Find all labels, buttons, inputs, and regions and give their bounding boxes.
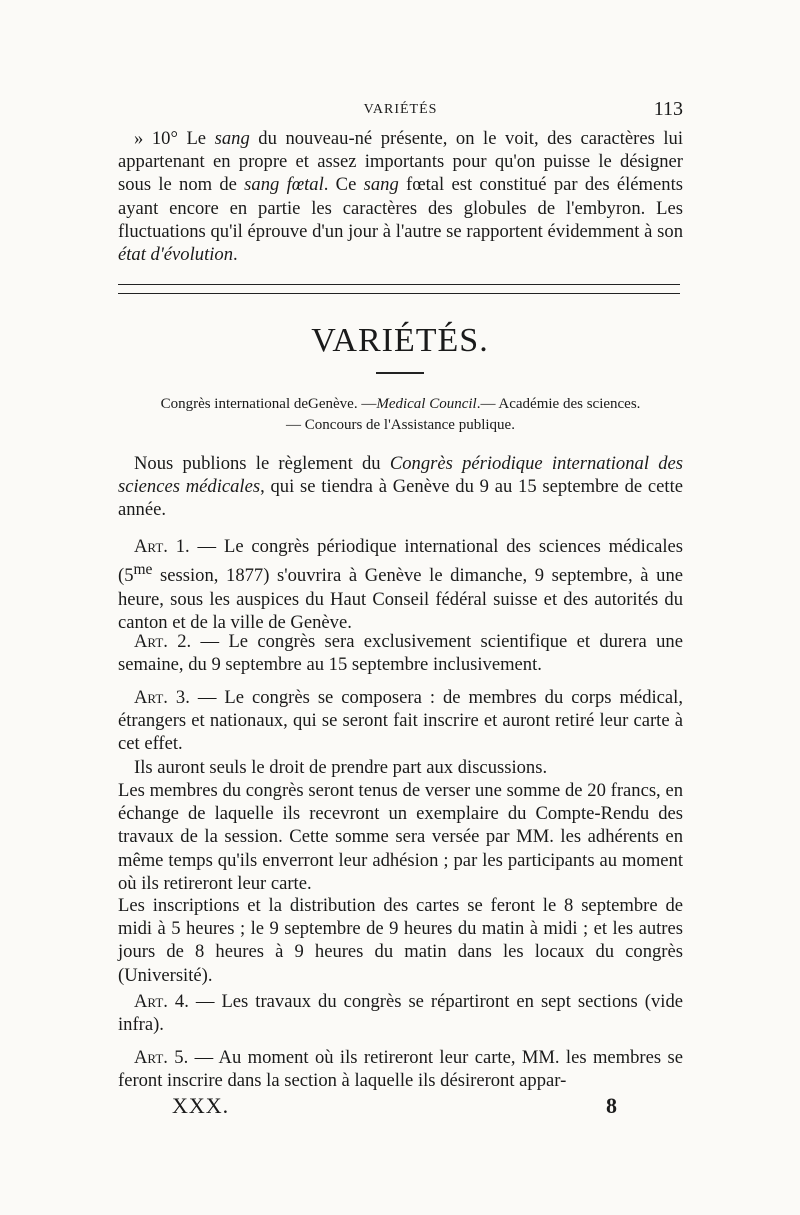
- title-underline: [376, 372, 424, 374]
- membres-text: Les membres du congrès seront tenus de verser une somme de 20 francs, en échange de laquelle ils recevront un exemplaire du Compte-Rendu des travaux de la session. Cette somme sera versée par MM. les adhérents en même temps qu'ils enverront leur adhésion ; par les participants au moment où ils retireront leur carte.: [118, 780, 683, 894]
- intro-text-3: . Ce: [323, 174, 364, 196]
- art3-text: — Le congrès se composera : de membres du corps médical, étrangers et nationaux, qui se seront fait inscrire et auront retiré leur carte à cet effet.: [118, 687, 683, 755]
- section-divider-bottom: [118, 293, 680, 294]
- art1-label: Art. 1.: [134, 536, 190, 557]
- footer-sheet-number: 8: [606, 1093, 617, 1118]
- paragraph-intro: [118, 452, 683, 522]
- section-divider-top: [118, 284, 680, 285]
- intro-text-5: .: [233, 244, 238, 266]
- paragraph-droit: [118, 756, 683, 779]
- art2-label: Art. 2.: [134, 631, 192, 652]
- intro-text-2: du nouveau-né présente, on le voit, des caractères lui appartenant en propre et assez importants pour qu'on puisse le désigner sous le nom de: [118, 128, 683, 196]
- intro-text-1: » 10° Le: [134, 128, 215, 149]
- intro-em-etat: état d'évolution: [118, 244, 233, 266]
- summary-line-2: — Concours de l'Assistance publique.: [286, 417, 515, 433]
- paragraph-intro-b: , qui se tiendra à Genève du 9 au 15 septembre de cette année.: [118, 476, 683, 521]
- art1-text-b: session, 1877) s'ouvrira à Genève le dimanche, 9 septembre, à une heure, sous les auspices du Haut Conseil fédéral suisse et des autorités du canton et de la ville de Genève.: [118, 565, 683, 633]
- paragraph-art1: [118, 535, 683, 634]
- intro-paragraph: [118, 127, 683, 266]
- summary-line-1a: Congrès international deGenève. —: [160, 396, 377, 412]
- intro-em-sang-1: sang: [214, 128, 250, 149]
- paragraph-intro-em: Congrès périodique international des sciences médicales: [118, 453, 684, 498]
- art5-label: Art. 5.: [134, 1047, 189, 1068]
- summary-line-1b: .— Académie des sciences.: [476, 396, 641, 412]
- droit-text: Ils auront seuls le droit de prendre part aux discussions.: [134, 757, 548, 778]
- art4-label: Art. 4.: [134, 991, 189, 1012]
- art3-label: Art. 3.: [134, 687, 190, 708]
- intro-em-sang-foetal: sang fœtal: [244, 174, 324, 196]
- summary-line-1: [118, 396, 683, 413]
- inscriptions-text: Les inscriptions et la distribution des cartes se feront le 8 septembre de midi à 5 heures ; le 9 septembre de 9 heures du matin à midi ; et les autres jours de 8 heures à 9 heures du matin dans les locaux du congrès (Université).: [118, 895, 683, 986]
- paragraph-art2: [118, 630, 683, 676]
- paragraph-membres: [118, 779, 683, 895]
- section-title: VARIÉTÉS.: [311, 322, 489, 359]
- art4-text: — Les travaux du congrès se répartiront en sept sections (vide infra).: [118, 991, 683, 1036]
- paragraph-art5: [118, 1046, 683, 1092]
- art2-text: — Le congrès sera exclusivement scientifique et durera une semaine, du 9 septembre au 15 septembre inclusivement.: [118, 631, 683, 676]
- paragraph-art4: [118, 990, 683, 1036]
- footer-signature: XXX.: [172, 1093, 230, 1118]
- art1-sup: me: [133, 561, 153, 579]
- running-title: VARIÉTÉS: [363, 102, 438, 117]
- page-number: 113: [653, 98, 683, 120]
- summary-line-1-em: Medical Council: [376, 396, 477, 412]
- art1-text-a: — Le congrès périodique international des sciences médicales (5: [118, 536, 683, 587]
- paragraph-art3: [118, 686, 683, 756]
- paragraph-intro-a: Nous publions le règlement du: [134, 453, 390, 474]
- paragraph-inscriptions: [118, 894, 683, 987]
- art5-text: — Au moment où ils retireront leur carte, MM. les membres se feront inscrire dans la section à laquelle ils désireront appar-: [118, 1047, 683, 1092]
- running-head: [118, 98, 683, 120]
- intro-em-sang-2: sang: [363, 174, 399, 196]
- intro-text-4: fœtal est constitué par des éléments ayant encore en partie les caractères des globules de l'embyron. Les fluctuations qu'il éprouve d'un jour à l'autre se rapportent évidemment à son: [118, 174, 683, 242]
